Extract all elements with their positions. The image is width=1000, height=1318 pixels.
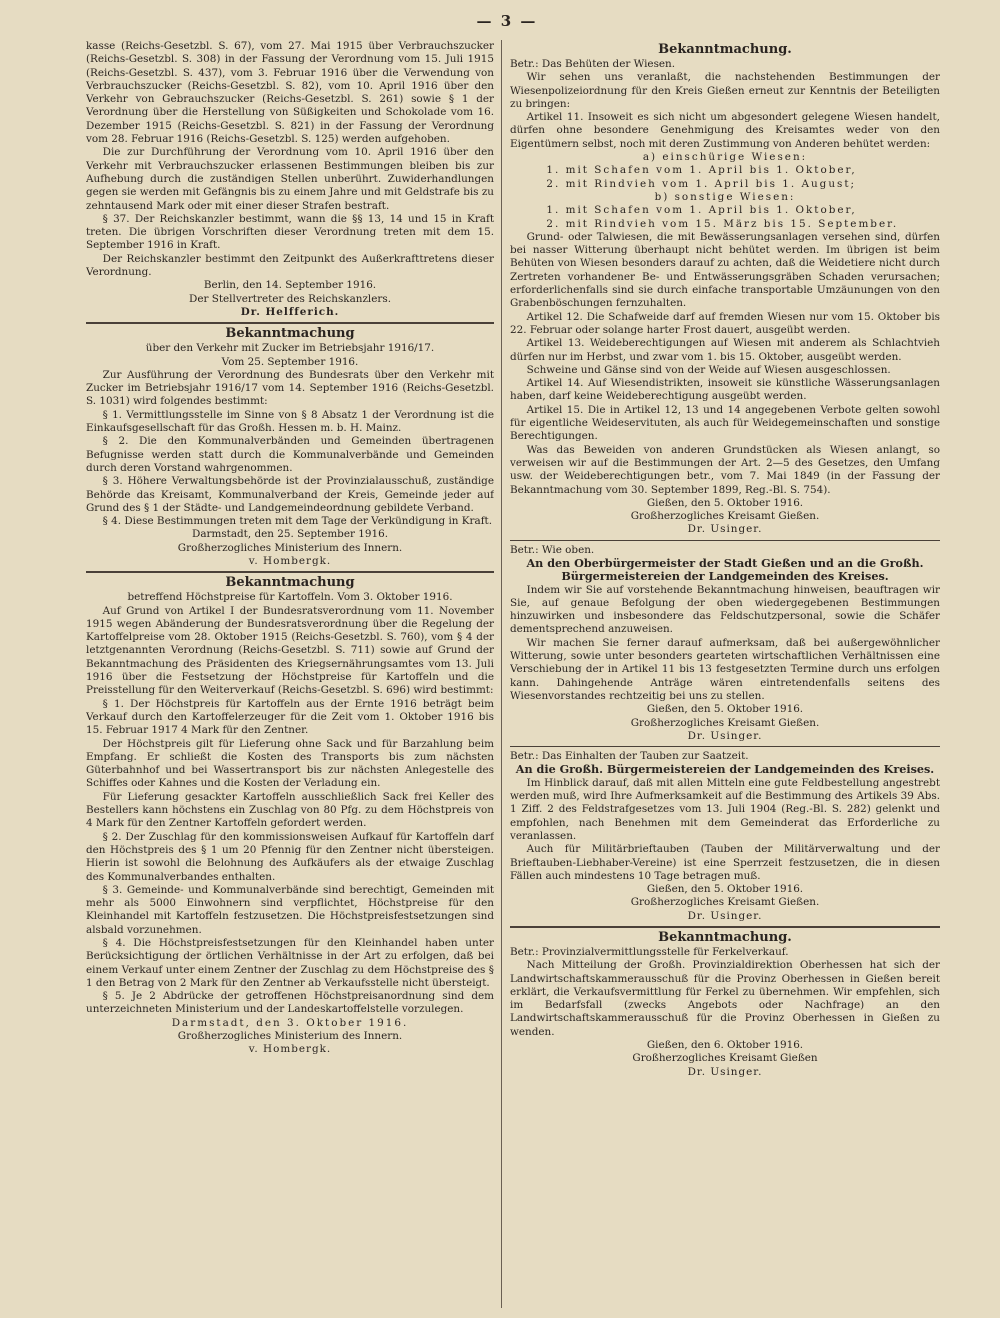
address-heading: An den Oberbürgermeister der Stadt Gießen und an die Großh. Bürgermeistereien der Landgemeinden des Kreises. [526, 555, 924, 584]
paragraph: § 3. Gemeinde- und Kommunalverbände sind berechtigt, Gemeinden mit mehr als 5000 Einwohnern sind verpflichtet, Höchstpreise für den Kleinhandel mit Kartoffeln festzusetzen. Die Höchstpreisfestsetzungen sind alsbald vorzunehmen. [86, 883, 494, 936]
section-divider [510, 926, 940, 928]
paragraph: § 37. Der Reichskanzler bestimmt, wann die §§ 13, 14 und 15 in Kraft treten. Die übrigen Vorschriften dieser Verordnung treten mit dem 15. September 1916 in Kraft. [86, 212, 494, 252]
column-divider [501, 40, 502, 1308]
paragraph: Im Hinblick darauf, daß mit allen Mitteln eine gute Feldbestellung angestrebt werden muß, wird Ihre Aufmerksamkeit auf die Bestimmung des Artikels 39 Abs. 1 Ziff. 2 des Feldstrafgesetzes vom 13. Juli 1904 (Reg.-Bl. S. 282) gelenkt und empfohlen, nach Benehmen mit dem Gemeinderat das Erforderliche zu veranlassen. [510, 776, 940, 842]
signature-office: Großherzogliches Ministerium des Innern. [177, 541, 403, 554]
paragraph: Der Höchstpreis gilt für Lieferung ohne Sack und für Barzahlung beim Empfang. Er schließt die Kosten des Transports bis zum nächsten Güterbahnhof und bei Wassertransport bis zur nächsten Anlegestelle des Schiffes oder Kahnes und die Kosten der Verladung ein. [86, 737, 494, 790]
section-title: Bekanntmachung. [658, 42, 792, 57]
paragraph: Schweine und Gänse sind von der Weide auf Wiesen ausgeschlossen. [526, 363, 891, 376]
paragraph: § 3. Höhere Verwaltungsbehörde ist der Provinzialausschuß, zuständige Behörde das Kreisamt, Kommunalverband der Kreis, Gemeinde jeder auf Grund des § 1 der Städte- und Landgemeindeordnung gebildete Verband. [86, 475, 494, 514]
paragraph: Zur Ausführung der Verordnung des Bundesrats über den Verkehr mit Zucker im Betriebsjahr 1916/17 vom 14. September 1916 (Reichs-Gesetzbl. S. 1031) wird folgendes bestimmt: [86, 368, 494, 408]
paragraph: § 1. Vermittlungsstelle im Sinne von § 8 Absatz 1 der Verordnung ist die Einkaufsgesellschaft für das Großh. Hessen m. b. H. Mainz. [86, 408, 494, 435]
page-number: — 3 — [476, 12, 538, 30]
right-column [510, 40, 940, 1310]
section-subtitle: über den Verkehr mit Zucker im Betriebsjahr 1916/17. [145, 342, 435, 355]
place-date: Gießen, den 5. Oktober 1916. [646, 703, 804, 716]
place-date: Gießen, den 5. Oktober 1916. [646, 496, 804, 509]
paragraph: § 2. Die den Kommunalverbänden und Gemeinden übertragenen Befugnisse werden statt durch die Kommunalverbände und Gemeinden durch deren Vorstand wahrgenommen. [86, 435, 494, 474]
section-divider [510, 746, 940, 747]
paragraph: § 4. Diese Bestimmungen treten mit dem Tage der Verkündigung in Kraft. [102, 515, 493, 528]
list-item: 2. mit Rindvieh vom 15. März bis 15. September. [546, 217, 899, 230]
paragraph: Was das Beweiden von anderen Grundstücken als Wiesen anlangt, so verweisen wir auf die Bestimmungen der Art. 2—5 des Gesetzes, den Umfang usw. der Weideberechtigungen betr., vom 7. Mai 1849 (in der Fassung der Bekanntmachung vom 30. September 1899, Reg.-Bl. S. 754). [510, 443, 940, 496]
signature-office: Großherzogliches Kreisamt Gießen. [630, 896, 820, 909]
signature-name: Dr. Helfferich. [240, 305, 340, 318]
signature-office: Der Stellvertreter des Reichskanzlers. [188, 292, 392, 305]
paragraph: § 5. Je 2 Abdrücke der getroffenen Höchstpreisanordnung sind dem unterzeichneten Ministerium und der Landeskartoffelstelle vorzulegen. [86, 990, 494, 1016]
paragraph: Für Lieferung gesackter Kartoffeln ausschließlich Sack frei Keller des Bestellers kann höchstens ein Zuschlag von 80 Pfg. zu dem Höchstpreis von 4 Mark für den Zentner Kartoffeln gefordert werden. [86, 790, 494, 830]
paragraph: Grund- oder Talwiesen, die mit Bewässerungsanlagen versehen sind, dürfen bei nasser Witterung überhaupt nicht behütet werden. Im übrigen ist beim Behüten von Wiesen besonders darauf zu achten, daß die Weidetiere nicht durch Zertreten vorhandener Be- und Entwässerungsgräben Schaden verursachen; erforderlichenfalls sind sie durch einfache transportable Umzäunungen von den Grabenböschungen fernzuhalten. [510, 230, 940, 310]
list-heading: b) sonstige Wiesen: [654, 190, 796, 203]
section-title: Bekanntmachung [225, 326, 355, 342]
signature-name: Dr. Usinger. [687, 1065, 763, 1078]
paragraph: Wir sehen uns veranlaßt, die nachstehenden Bestimmungen der Wiesenpolizeiordnung für den Kreis Gießen erneut zur Kenntnis der Beteiligten zu bringen: [510, 71, 940, 110]
paragraph: Auch für Militärbrieftauben (Tauben der Militärverwaltung und der Brieftauben-Liebhaber-Vereine) ist eine Sperrzeit festzusetzen, die in diesen Fällen auch mindestens 10 Tage betragen muß. [510, 843, 940, 882]
paragraph: § 1. Der Höchstpreis für Kartoffeln aus der Ernte 1916 beträgt beim Verkauf durch den Kartoffelerzeuger für die Zeit vom 1. Oktober 1916 bis 15. Februar 1917 4 Mark für den Zentner. [86, 697, 494, 737]
place-date: Gießen, den 6. Oktober 1916. [646, 1039, 804, 1052]
subject-line: Betr.: Das Einhalten der Tauben zur Saatzeit. [510, 750, 749, 763]
section-title: Bekanntmachung. [658, 930, 792, 945]
place-date: Darmstadt, den 25. September 1916. [191, 528, 389, 541]
signature-office: Großherzogliches Kreisamt Gießen [632, 1052, 818, 1065]
signature-office: Großherzogliches Kreisamt Gießen. [630, 716, 820, 729]
section-divider [510, 540, 940, 541]
section-title: Bekanntmachung [225, 575, 355, 591]
place-date: Berlin, den 14. September 1916. [203, 279, 377, 292]
paragraph: § 4. Die Höchstpreisfestsetzungen für den Kleinhandel haben unter Berücksichtigung der örtlichen Verhältnisse in der Art zu erfolgen, daß bei einem Verkauf unter einem Zentner der Zuschlag zu dem Höchstpreise des § 1 den Betrag von 2 Mark für den Zentner ab Verkaufsstelle nicht übersteigt. [86, 937, 494, 989]
signature-name: v. Hombergk. [248, 1043, 332, 1056]
signature-name: Dr. Usinger. [687, 729, 763, 742]
paragraph: Artikel 12. Die Schafweide darf auf fremden Wiesen nur vom 15. Oktober bis 22. Februar oder solange harter Frost dauert, ausgeübt werden. [510, 310, 940, 336]
paragraph: kasse (Reichs-Gesetzbl. S. 67), vom 27. Mai 1915 über Verbrauchszucker (Reichs-Gesetzbl. S. 308) in der Fassung der Verordnung vom 15. Juli 1915 (Reichs-Gesetzbl. S. 437), vom 3. Februar 1916 über die Verwendung von Verbrauchszucker (Reichs-Gesetzbl. S. 82), vom 10. April 1916 über den Verkehr von Gebrauchszucker (Reichs-Gesetzbl. S. 261) sowie § 1 der Verordnung über die Herstellung von Süßigkeiten und Schokolade vom 16. Dezember 1915 (Reichs-Gesetzbl. S. 821) in der Fassung der Verordnung vom 28. Februar 1916 (Reichs-Gesetzbl. S. 125) werden aufgehoben. [86, 40, 494, 146]
paragraph: Artikel 13. Weideberechtigungen auf Wiesen mit anderem als Schlachtvieh dürfen nur im Herbst, und zwar vom 1. bis 15. Oktober, ausgeübt werden. [510, 337, 940, 363]
signature-office: Großherzogliches Kreisamt Gießen. [630, 510, 820, 523]
subject-line: Betr.: Das Behüten der Wiesen. [510, 58, 676, 70]
place-date: Gießen, den 5. Oktober 1916. [646, 883, 804, 896]
list-item: 2. mit Rindvieh vom 1. April bis 1. August; [546, 177, 857, 190]
address-heading: An die Großh. Bürgermeistereien der Landgemeinden des Kreises. [515, 762, 935, 777]
paragraph: Artikel 14. Auf Wiesendistrikten, insoweit sie künstliche Wässerungsanlagen haben, darf keine Weideberechtigung ausgeübt werden. [510, 377, 940, 403]
paragraph: Wir machen Sie ferner darauf aufmerksam, daß bei außergewöhnlicher Witterung, sowie unter besonders gearteten wirtschaftlichen Verhältnissen eine Verschiebung der in Artikel 11 bis 13 festgesetzten Termine durch uns erfolgen kann. Dahingehende Anträge wären eintretendenfalls seitens des Wiesenvorstandes rechtzeitig bei uns zu stellen. [510, 636, 940, 702]
paragraph: Nach Mitteilung der Großh. Provinzialdirektion Oberhessen hat sich der Landwirtschaftskammerausschuß für die Provinz Oberhessen in Gießen bereit erklärt, die Verkaufsvermittlung für Ferkel zu übernehmen. Wir empfehlen, sich im Bedarfsfall (zwecks Angebots oder Nachfrage) an den Landwirtschaftskammerausschuß für die Provinz Oberhessen in Gießen zu wenden. [510, 959, 940, 1038]
paragraph: § 2. Der Zuschlag für den kommissionsweisen Aufkauf für Kartoffeln darf den Höchstpreis des § 1 um 20 Pfennig für den Zentner nicht übersteigen. Hierin ist sowohl die Belohnung des Aufkäufers als der etwaige Zuschlag des Kommunalverbandes enthalten. [86, 830, 494, 883]
place-date: Darmstadt, den 3. Oktober 1916. [171, 1016, 409, 1029]
paragraph: Der Reichskanzler bestimmt den Zeitpunkt des Außerkrafttretens dieser Verordnung. [86, 252, 494, 279]
paragraph: Indem wir Sie auf vorstehende Bekanntmachung hinweisen, beauftragen wir Sie, auf genaue Befolgung der oben wiedergegebenen Bestimmungen hinzuwirken und insbesondere das Feldschutzpersonal, sowie die Schäfer dementsprechend anzuweisen. [510, 583, 940, 636]
subject-line: Betr.: Wie oben. [510, 543, 595, 556]
list-item: 1. mit Schafen vom 1. April bis 1. Oktober, [546, 164, 857, 177]
paragraph: Artikel 15. Die in Artikel 12, 13 und 14 angegebenen Verbote gelten sowohl für eigentliche Weideservituten, als auch für Weidegemeinschaften und sonstige Berechtigungen. [510, 403, 940, 443]
list-item: 1. mit Schafen vom 1. April bis 1. Oktober, [546, 204, 857, 217]
paragraph: Artikel 11. Insoweit es sich nicht um abgesondert gelegene Wiesen handelt, dürfen ohne besondere Genehmigung des Kreisamtes weder von den Eigentümern selbst, noch mit deren Zustimmung von Anderen behütet werden: [510, 111, 940, 150]
paragraph: Auf Grund von Artikel I der Bundesratsverordnung vom 11. November 1915 wegen Abänderung der Bundesratsverordnung über die Regelung der Kartoffelpreise vom 28. Oktober 1915 (Reichs-Gesetzbl. S. 760), vom § 4 der letztgenannten Verordnung (Reichs-Gesetzbl. S. 711) sowie auf Grund der Bekanntmachung des Präsidenten des Kriegsernährungsamtes vom 13. Juli 1916 über die Festsetzung der Höchstpreise für Kartoffeln und die Preisstellung für den Weiterverkauf (Reichs-Gesetzbl. S. 696) wird bestimmt: [86, 604, 494, 697]
section-divider [86, 322, 494, 324]
subject-line: Betr.: Provinzialvermittlungsstelle für Ferkelverkauf. [510, 946, 789, 958]
section-subtitle: betreffend Höchstpreise für Kartoffeln. Vom 3. Oktober 1916. [127, 591, 453, 604]
left-column [86, 40, 494, 1310]
signature-name: Dr. Usinger. [687, 523, 763, 536]
section-divider [86, 571, 494, 573]
signature-name: Dr. Usinger. [687, 909, 763, 922]
signature-office: Großherzogliches Ministerium des Innern. [177, 1030, 403, 1043]
signature-name: v. Hombergk. [248, 554, 332, 567]
section-date: Vom 25. September 1916. [221, 355, 359, 368]
list-heading: a) einschürige Wiesen: [642, 151, 808, 164]
paragraph: Die zur Durchführung der Verordnung vom 10. April 1916 über den Verkehr mit Verbrauchszucker erlassenen Bestimmungen bleiben bis zur Aufhebung durch die zuständigen Stellen unberührt. Zuwiderhandlungen gegen sie werden mit Gefängnis bis zu einem Jahre und mit Geldstrafe bis zu zehntausend Mark oder mit einer dieser Strafen bestraft. [86, 146, 494, 212]
